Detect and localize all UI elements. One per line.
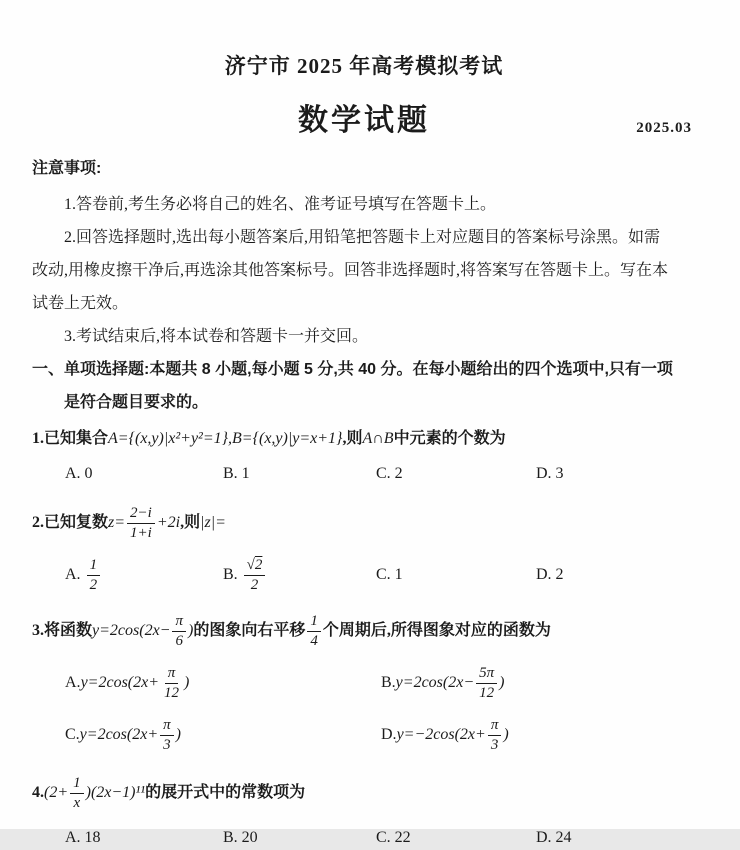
notice-item-3: 3.考试结束后,将本试卷和答题卡一并交回。 [64,328,369,345]
fraction [70,774,84,813]
question-2-mid: ,则 [180,514,201,531]
question-1-math-intersection: A∩B [362,430,394,447]
question-4-suffix: 的展开式中的常数项为 [145,784,306,801]
q4-option-c: C. 22 [376,829,411,846]
fraction [244,556,266,595]
notice-item-2-line-2: 改动,用橡皮擦干净后,再选涂其他答案标号。回答非选择题时,将答案写在答题卡上。写在本 [32,262,669,279]
question-4-math-open: (2+ [44,784,69,801]
q3-option-a [65,664,381,703]
question-3 [32,608,696,758]
q3-option-d [381,716,509,755]
question-4-options [32,826,696,850]
notice-heading: 注意事项: [32,160,102,177]
fraction-denominator: 4 [310,632,318,649]
question-2-text: 2.已知复数 [32,514,109,531]
fraction-numerator: π [172,612,186,632]
q3-option-d-math: y=−2cos(2x+ [396,726,486,743]
fraction-denominator: 1+i [130,524,152,541]
q3-option-c-close: ) [175,726,181,743]
fraction-numerator: 1 [70,774,84,794]
q3-option-b-close: ) [499,674,505,691]
question-1-options [32,462,696,486]
fraction [161,664,182,703]
fraction-denominator: 2 [89,576,98,593]
fraction [87,556,101,595]
question-4 [32,770,696,850]
question-1-suffix: 中元素的个数为 [393,430,506,447]
exam-subject-title: 数学试题 [298,104,430,137]
question-3-math-close: ) [187,622,194,639]
q1-option-c: C. 2 [376,465,403,482]
fraction [488,716,502,755]
q2-option-b [223,556,376,595]
q2-option-c: C. 1 [376,566,403,583]
q3-option-d-close: ) [503,726,509,743]
q4-option-d: D. 24 [536,829,572,846]
q3-option-c [65,716,381,755]
question-3-mid: 的图象向右平移 [193,622,306,639]
section-1-heading-line-2: 是符合题目要求的。 [64,394,209,411]
question-1 [32,427,696,486]
question-1-text: 1.已知集合 [32,430,109,447]
q2-option-d: D. 2 [536,566,564,583]
fraction-numerator: 2−i [127,504,155,524]
fraction-numerator: π [160,716,174,736]
question-4-number: 4. [32,784,44,801]
fraction [160,716,174,755]
fraction-denominator: 6 [175,632,183,649]
question-3-stem [32,608,696,654]
fraction-denominator: 12 [164,684,180,701]
question-2-options [32,552,696,598]
fraction-denominator: x [73,794,81,811]
fraction-numerator [244,556,266,576]
fraction-denominator: 3 [490,736,499,753]
q3-option-b [381,664,504,703]
q3-option-a-close: ) [184,674,190,691]
q3-option-a-label: A. [65,674,81,691]
q1-option-a: A. 0 [65,465,93,482]
q2-option-b-label: B. [223,566,238,583]
fraction-denominator: 2 [250,576,259,593]
radicand: 2 [254,556,263,573]
question-2-stem [32,500,696,546]
fraction-numerator: π [165,664,179,684]
question-2 [32,500,696,598]
radical-sign: √ [246,556,255,573]
fraction-numerator: π [488,716,502,736]
fraction-numerator: 1 [307,612,321,632]
question-2-math-modulus: |z|= [200,514,226,531]
exam-date: 2025.03 [636,120,692,136]
q3-option-c-math: y=2cos(2x+ [79,726,159,743]
q3-option-b-math: y=2cos(2x− [395,674,475,691]
notice-item-2-line-1: 2.回答选择题时,选出每小题答案后,用铅笔把答题卡上对应题目的答案标号涂黑。如需 [64,229,661,246]
fraction [172,612,186,651]
question-3-options-row-2 [32,712,696,758]
q4-option-b: B. 20 [223,829,258,846]
q3-option-c-label: C. [65,726,80,743]
question-3-math-fn: y=2cos(2x− [92,622,171,639]
q1-option-b: B. 1 [223,465,250,482]
fraction [307,612,321,651]
question-1-stem [32,427,696,451]
question-1-mid: ,则 [342,430,363,447]
subtitle-row [32,100,696,142]
notice-item-1: 1.答卷前,考生务必将自己的姓名、准考证号填写在答题卡上。 [64,196,497,213]
q1-option-d: D. 3 [536,465,564,482]
question-3-options-row-1 [32,660,696,706]
question-3-suffix: 个周期后,所得图象对应的函数为 [322,622,551,639]
fraction-denominator: 12 [479,684,495,701]
fraction [127,504,155,543]
q2-option-a-label: A. [65,566,81,583]
question-1-math-set: A={(x,y)|x²+y²=1},B={(x,y)|y=x+1} [108,430,343,447]
q3-option-b-label: B. [381,674,396,691]
q2-option-a [65,556,223,595]
fraction [476,664,497,703]
q4-option-a: A. 18 [65,829,101,846]
fraction-numerator: 1 [87,556,101,576]
question-2-math-plus2i: +2i [156,514,181,531]
q3-option-d-label: D. [381,726,397,743]
question-4-stem [32,770,696,816]
question-3-text: 3.将函数 [32,622,93,639]
notice-item-2-line-3: 试卷上无效。 [32,295,129,312]
question-2-math-z: z= [108,514,126,531]
fraction-numerator: 5π [476,664,497,684]
section-1-heading-line-1: 一、单项选择题:本题共 8 小题,每小题 5 分,共 40 分。在每小题给出的四个选项中,只有一项 [32,361,673,378]
fraction-denominator: 3 [163,736,171,753]
page-title: 济宁市 2025 年高考模拟考试 [224,54,504,78]
question-4-math-binomial: )(2x−1)¹¹ [85,784,146,801]
q3-option-a-math: y=2cos(2x+ [80,674,160,691]
